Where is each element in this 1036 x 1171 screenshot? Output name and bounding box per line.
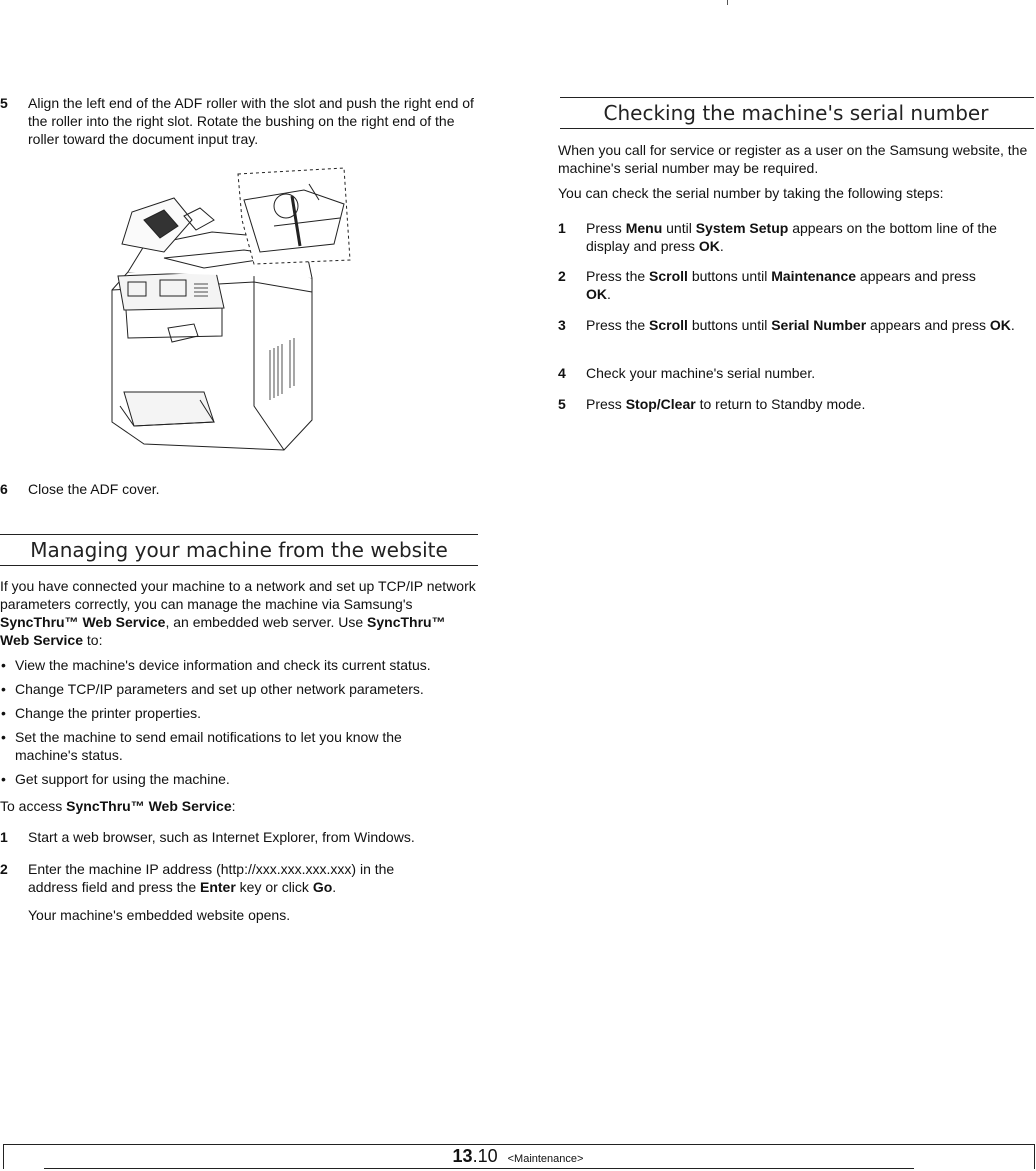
section-bottom-rule (560, 128, 1034, 129)
intro-paragraph: If you have connected your machine to a network and set up TCP/IP network parameters correctly, you can manage the machine via Samsung's SyncThru™ Web Service, an embedded web server. Use SyncThru™ Web Service to: (0, 578, 476, 648)
list-item: • Get support for using the machine. (1, 771, 230, 787)
page-footer (0, 1147, 1036, 1168)
printer-adf-roller-illustration (104, 160, 356, 452)
intro-paragraph-2: You can check the serial number by taking the following steps: (558, 185, 944, 201)
serial-step-2: 2 Press the Scroll buttons until Maintenance appears and press OK. (558, 268, 976, 302)
step-number: 5 (0, 95, 8, 111)
section-top-rule (560, 97, 1034, 98)
footer-rule (44, 1168, 914, 1169)
section-title: Managing your machine from the website (30, 538, 448, 562)
step-5 (0, 94, 478, 148)
page-number-major: 13 (452, 1146, 473, 1166)
list-item: • Set the machine to send email notifications to let you know the machine's status. (1, 729, 402, 763)
access-line: To access SyncThru™ Web Service: (0, 798, 236, 814)
step-number: 6 (0, 481, 8, 497)
page-number-minor: .10 (472, 1146, 498, 1166)
step-text: Close the ADF cover. (28, 481, 160, 497)
step-6 (0, 480, 478, 498)
web-step-1: 1 Start a web browser, such as Internet Explorer, from Windows. (0, 829, 415, 845)
list-item: • Change the printer properties. (1, 705, 201, 721)
section-title: Checking the machine's serial number (603, 101, 989, 125)
section-bottom-rule (0, 565, 478, 566)
serial-step-5: 5 Press Stop/Clear to return to Standby mode. (558, 396, 866, 412)
step-text: Align the left end of the ADF roller with the slot and push the right end of the roller into the right slot. Rotate the bushing on the right end of the roller toward the document input tray. (28, 95, 474, 147)
web-step-note: Your machine's embedded website opens. (28, 907, 291, 923)
web-step-2: 2 Enter the machine IP address (http://xxx.xxx.xxx.xxx) in the address field and press the Enter key or click Go. (0, 861, 395, 895)
serial-step-3: 3 Press the Scroll buttons until Serial Number appears and press OK. (558, 317, 1015, 333)
list-item: • Change TCP/IP parameters and set up other network parameters. (1, 681, 424, 697)
list-item: • View the machine's device information and check its current status. (1, 657, 431, 673)
serial-step-4: 4 Check your machine's serial number. (558, 365, 816, 381)
footer-section: <Maintenance> (507, 1153, 584, 1165)
intro-paragraph: When you call for service or register as a user on the Samsung website, the machine's serial number may be required. (558, 142, 1028, 176)
serial-step-1: 1 Press Menu until System Setup appears on the bottom line of the display and press OK. (558, 220, 997, 254)
section-top-rule (0, 534, 478, 535)
top-tick-mark (727, 0, 728, 5)
